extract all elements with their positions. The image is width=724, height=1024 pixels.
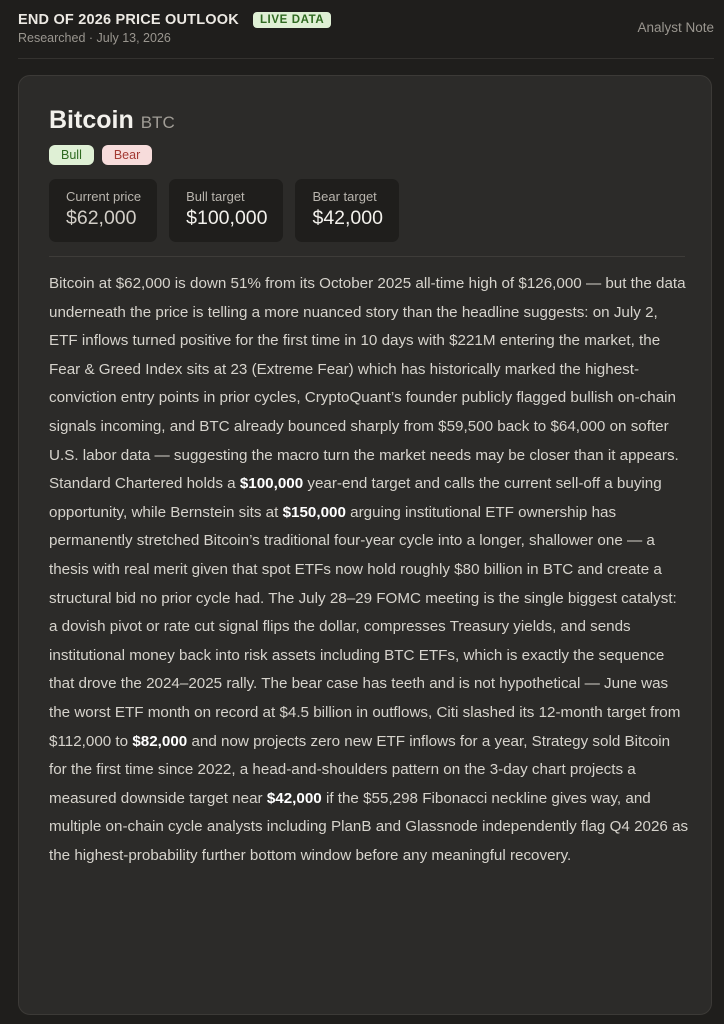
asset-name: Bitcoin bbox=[49, 106, 134, 134]
title-row bbox=[18, 12, 714, 28]
page-title: END OF 2026 PRICE OUTLOOK bbox=[18, 12, 239, 28]
bull-target-stat bbox=[169, 179, 283, 242]
bernstein-target-highlight: $150,000 bbox=[282, 503, 346, 521]
citi-target-highlight: $82,000 bbox=[132, 732, 188, 750]
bull-tag[interactable]: Bull bbox=[49, 145, 94, 165]
analyst-note-label: Analyst Note bbox=[637, 20, 714, 35]
page-header bbox=[18, 12, 714, 59]
research-date: Researched · July 13, 2026 bbox=[18, 31, 171, 45]
scenario-tags bbox=[49, 145, 681, 165]
stat-label: Bull target bbox=[186, 189, 245, 204]
asset-heading bbox=[49, 106, 681, 135]
bear-target-highlight: $42,000 bbox=[266, 789, 322, 807]
bitcoin-outlook-card bbox=[18, 75, 712, 1015]
analysis-segment: year-end target and calls the current sell-off a buying opportunity, while Bernstein sits at bbox=[49, 475, 662, 521]
analysis-segment: and now projects zero new ETF inflows for a year, Strategy sold Bitcoin for the first time since 2022, a head-and-shoulders pattern on the 3-day chart projects a measured downside target near bbox=[49, 732, 671, 807]
price-stats bbox=[49, 179, 681, 242]
live-data-badge: LIVE DATA bbox=[253, 12, 331, 28]
bull-target-value: $100,000 bbox=[186, 207, 268, 229]
asset-ticker: BTC bbox=[140, 113, 175, 132]
bear-target-value: $42,000 bbox=[312, 207, 383, 229]
current-price-stat bbox=[49, 179, 157, 242]
divider bbox=[49, 256, 685, 257]
bear-tag[interactable]: Bear bbox=[102, 145, 152, 165]
current-price-value: $62,000 bbox=[66, 207, 137, 229]
analysis-segment: Bitcoin at $62,000 is down 51% from its October 2025 all-time high of $126,000 — but the data underneath the price is telling a more nuanced story than the headline suggests: on July 2, ETF inflows turned positive for the first time in 10 days with $221M entering the market, the Fear & Greed Index sits at 23 (Extreme Fear) which has historically marked the highest-conviction entry points in prior cycles, CryptoQuant’s founder publicly flagged bullish on-chain signals incoming, and BTC already bounced sharply from $59,500 back to $64,000 on softer U.S. labor data — suggesting the macro turn the market needs may be closer than it appears. Standard Chartered holds a bbox=[49, 275, 686, 493]
stat-label: Bear target bbox=[312, 189, 377, 204]
analysis-segment: if the $55,298 Fibonacci neckline gives way, and multiple on-chain cycle analysts including PlanB and Glassnode independently flag Q4 2026 as the highest-probability further bottom window before any meaningful recovery. bbox=[49, 789, 689, 864]
bear-target-stat bbox=[295, 179, 399, 242]
stat-label: Current price bbox=[66, 189, 142, 204]
bull-target-highlight: $100,000 bbox=[239, 475, 304, 493]
analysis-text bbox=[49, 270, 689, 870]
analysis-segment: arguing institutional ETF ownership has permanently stretched Bitcoin’s traditional four-year cycle into a longer, shallower one — a thesis with real merit given that spot ETFs now hold roughly $80 billion in BTC and create a structural bid no prior cycle had. The July 28–29 FOMC meeting is the single biggest catalyst: a dovish pivot or rate cut signal flips the dollar, compresses Treasury yields, and sends institutional money back into risk assets including BTC ETFs, which is exactly the sequence that drove the 2024–2025 rally. The bear case has teeth and is not hypothetical — June was the worst ETF month on record at $4.5 billion in outflows, Citi slashed its 12-month target from $112,000 to bbox=[49, 503, 681, 750]
